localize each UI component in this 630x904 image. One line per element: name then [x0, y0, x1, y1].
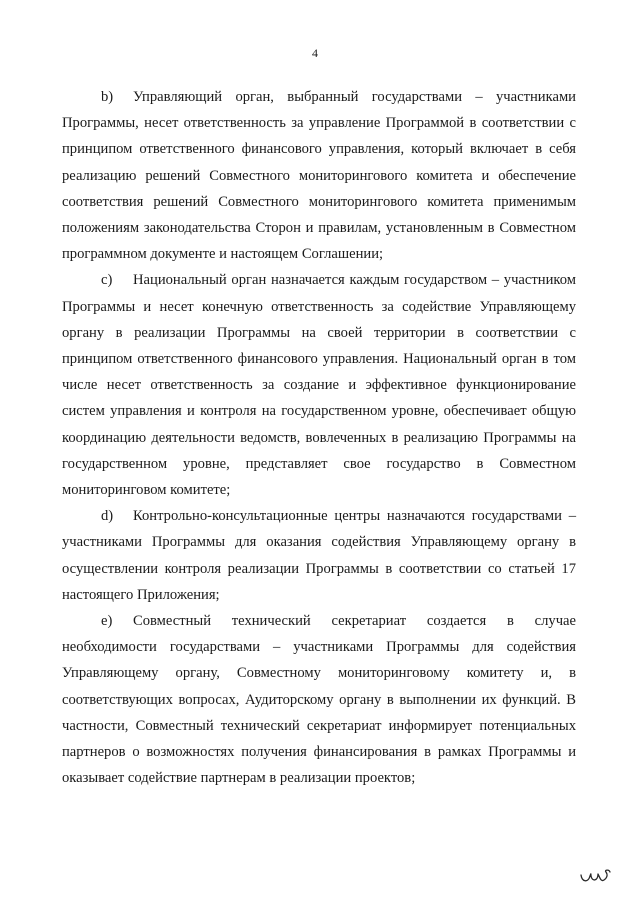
- paragraph-c: [62, 267, 576, 503]
- handwritten-initials: [578, 866, 612, 888]
- paragraph-b: [62, 84, 576, 267]
- paragraph-e: [62, 608, 576, 791]
- paragraph-marker: c): [101, 272, 113, 289]
- paragraph-text: Управляющий орган, выбранный государствами – участниками Программы, несет ответственность за управление Программой в соответствии с принципом ответственного финансового управления, который включает в себя реализацию решений Совместного мониторингового комитета и обеспечение соответствия решений Совместного мониторингового комитета применимым положениям законодательства Сторон и правилам, установленным в Совместном программном документе и настоящем Соглашении;: [62, 89, 576, 263]
- paragraph-text: Национальный орган назначается каждым государством – участником Программы и несет конечную ответственность за содействие Управляющему органу в реализации Программы на своей территории в соответствии с принципом ответственного финансового управления. Национальный орган в том числе несет ответственность за создание и эффективное функционирование систем управления и контроля на государственном уровне, обеспечивает общую координацию деятельности ведомств, вовлеченных в реализацию Программы на государственном уровне, представляет свое государство в Совместном мониторинговом комитете;: [62, 272, 576, 499]
- paragraph-text: Контрольно-консультационные центры назначаются государствами – участниками Программы для оказания содействия Управляющему органу в осуществлении контроля реализации Программы в соответствии со статьей 17 настоящего Приложения;: [62, 508, 576, 603]
- paragraph-marker: b): [101, 89, 114, 105]
- page-number: 4: [312, 46, 318, 60]
- paragraph-marker: d): [101, 508, 114, 525]
- document-body: [62, 84, 576, 791]
- paragraph-text: Совместный технический секретариат создается в случае необходимости государствами – участниками Программы для содействия Управляющему органу, Совместному мониторинговому комитету и, в соответствующих вопросах, Аудиторскому органу в выполнении их функций. В частности, Совместный технический секретариат информирует потенциальных партнеров о возможностях получения финансирования в рамках Программы и оказывает содействие партнерам в реализации проектов;: [62, 613, 576, 787]
- paragraph-d: [62, 503, 576, 608]
- paragraph-marker: e): [101, 613, 113, 630]
